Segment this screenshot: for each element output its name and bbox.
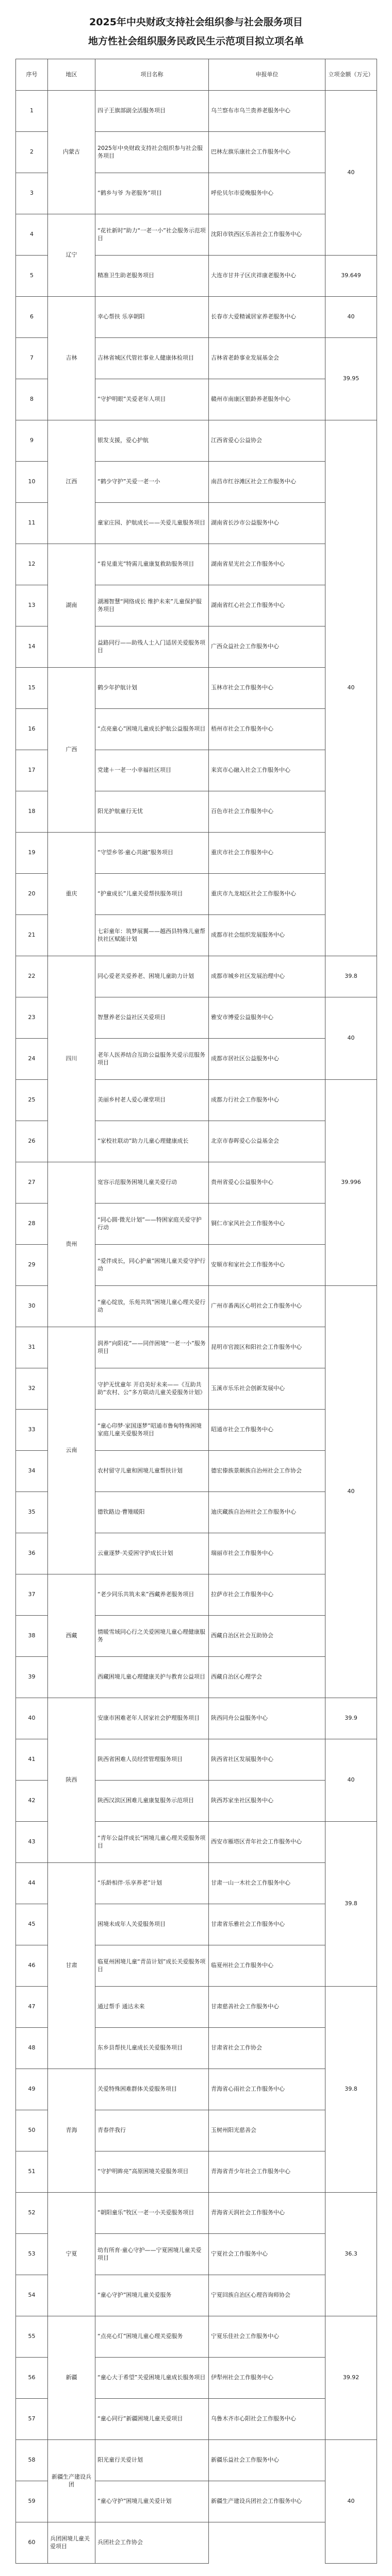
table-row (16, 1574, 377, 1616)
region-cell: 江西 (48, 420, 95, 544)
project-name-cell: “童心同行”新疆困境儿童关爱项目 (95, 2399, 209, 2440)
document-header (15, 14, 377, 49)
project-name-cell: 关爱特殊困难群体关爱服务项目 (95, 2069, 209, 2110)
project-name-cell: 困境未成年人关爱服务项目 (95, 1904, 209, 1945)
region-cell: 广西 (48, 668, 95, 833)
applicant-unit-cell: 宁夏乐佳社会工作服务中心 (209, 2316, 325, 2358)
table-row (16, 2069, 377, 2110)
table-row (16, 544, 377, 585)
region-cell: 贵州 (48, 1162, 95, 1327)
project-name-cell: “老少同乐共筑未来”西藏养老服务项目 (95, 1574, 209, 1616)
applicant-unit-cell: 重庆市社会工作服务中心 (209, 833, 325, 874)
row-number: 56 (16, 2358, 48, 2399)
project-name-cell: “乐龄相伴·乐享养老”计划 (95, 1863, 209, 1904)
project-name-cell: 农村留守儿童和困境儿童帮扶计划 (95, 1451, 209, 1492)
project-name-cell: 兵团困境儿童关爱项目 (48, 2522, 95, 2564)
header-amount: 立项金额（万元） (325, 59, 377, 91)
row-number: 43 (16, 1822, 48, 1863)
project-name-cell: 陕西汉滨区困难儿童康复服务示范项目 (95, 1781, 209, 1822)
row-number: 23 (16, 997, 48, 1039)
project-name-cell: “守护明眼”关爱老年人项目 (95, 379, 209, 420)
region-cell: 陕西 (48, 1698, 95, 1863)
row-number: 14 (16, 626, 48, 668)
table-row (16, 1327, 377, 1368)
applicant-unit-cell: 赣州市南康区银龄养老服务中心 (209, 379, 325, 420)
project-name-cell: 吉林省城区代管社事业人健康体检项目 (95, 338, 209, 379)
applicant-unit-cell: 贵州省爱心公益服务中心 (209, 1162, 325, 1204)
applicant-unit-cell: 成都市社会组织发展服务中心 (209, 915, 325, 956)
project-name-cell: “护童成长”儿童关爱帮扶服务项目 (95, 874, 209, 915)
row-number: 20 (16, 874, 48, 915)
amount-cell: 40 (325, 2440, 377, 2564)
row-number: 9 (16, 420, 48, 462)
row-number: 6 (16, 297, 48, 338)
row-number: 18 (16, 791, 48, 833)
row-number: 3 (16, 173, 48, 214)
document-title: 2025年中央财政支持社会组织参与社会服务项目 (89, 16, 303, 28)
table-row (16, 214, 377, 256)
project-name-cell: 幸心帮扶 乐享朝阳 (95, 297, 209, 338)
amount-cell: 40 (325, 420, 377, 956)
applicant-unit-cell: 玉林市社会工作服务中心 (209, 668, 325, 709)
applicant-unit-cell: 陕西省社区发展服务中心 (209, 1739, 325, 1781)
row-number: 30 (16, 1286, 48, 1327)
applicant-unit-cell: 吉林省老龄事业发展基金会 (209, 338, 325, 379)
row-number: 22 (16, 956, 48, 997)
project-name-cell: 童家庄园、护航成长——关爱儿童服务项目 (95, 503, 209, 544)
applicant-unit-cell: 宁夏社会工作服务中心 (209, 2234, 325, 2275)
project-name-cell: 东乡县帮扶儿童成长关爱服务项目 (95, 2028, 209, 2069)
row-number: 8 (16, 379, 48, 420)
applicant-unit-cell: 成都力行社会工作服务中心 (209, 1080, 325, 1121)
table-row (16, 420, 377, 462)
row-number: 48 (16, 2028, 48, 2069)
row-number: 51 (16, 2151, 48, 2193)
region-cell: 甘肃 (48, 1863, 95, 2069)
project-name-cell: 美丽乡村老人爱心课堂项目 (95, 1080, 209, 1121)
region-cell: 吉林 (48, 297, 95, 420)
project-name-cell: 守护无忧童年 开启美好未来——《互助共助“农村、公”多方联动儿童关爱服务计划》 (95, 1368, 209, 1410)
applicant-unit-cell: 西安市雁塔区青年社会工作服务中心 (209, 1822, 325, 1863)
row-number: 28 (16, 1204, 48, 1245)
region-cell: 四川 (48, 956, 95, 1162)
applicant-unit-cell: 长春市大爱精诚居家养老服务中心 (209, 297, 325, 338)
applicant-unit-cell: 迪庆藏族自治州社会工作服务中心 (209, 1492, 325, 1533)
amount-cell: 40 (325, 91, 377, 256)
row-number: 41 (16, 1739, 48, 1781)
project-name-cell: 智慧养老公益社区关爱项目 (95, 997, 209, 1039)
project-name-cell: “鹤乡与爷 为老服务”项目 (95, 173, 209, 214)
row-number: 15 (16, 668, 48, 709)
table-row (16, 668, 377, 709)
row-number: 46 (16, 1945, 48, 1987)
applicant-unit-cell: 昭通市社会工作服务中心 (209, 1410, 325, 1451)
row-number: 45 (16, 1904, 48, 1945)
row-number: 32 (16, 1368, 48, 1410)
applicant-unit-cell: 重庆市九龙坡区社会工作服务中心 (209, 874, 325, 915)
region-cell: 西藏 (48, 1574, 95, 1698)
project-name-cell: 宽容示范服务困境儿童关爱行动 (95, 1162, 209, 1204)
applicant-unit-cell: 青海省心雨社会工作服务中心 (209, 2069, 325, 2110)
table-header-row (16, 59, 377, 91)
header-unit: 申报单位 (209, 59, 325, 91)
project-name-cell: “童心绽放，乐苑共筑”困境儿童心理关爱行动 (95, 1286, 209, 1327)
project-name-cell: 鹤少年护航计划 (95, 668, 209, 709)
document-subtitle: 地方性社会组织服务民政民生示范项目拟立项名单 (88, 36, 304, 47)
applicant-unit-cell: 北京市春晖爱心公益基金会 (209, 1121, 325, 1162)
row-number: 59 (16, 2481, 48, 2522)
row-number: 52 (16, 2193, 48, 2234)
table-row (16, 1863, 377, 1904)
region-cell: 重庆 (48, 833, 95, 956)
table-row (16, 2522, 377, 2564)
row-number: 13 (16, 585, 48, 626)
applicant-unit-cell: 临夏州社会工作服务中心 (209, 1945, 325, 1987)
project-name-cell: 湖湘智慧“网络成长 维护未来”儿童保护服务项目 (95, 585, 209, 626)
applicant-unit-cell: 广州市番禺区心明社会工作服务中心 (209, 1286, 325, 1327)
row-number: 4 (16, 214, 48, 256)
project-name-cell: 青春伴我行 (95, 2110, 209, 2151)
project-name-cell: 精准卫生助老服务项目 (95, 256, 209, 297)
table-row (16, 2316, 377, 2358)
applicant-unit-cell: 青海省青少年社会工作服务中心 (209, 2151, 325, 2193)
applicant-unit-cell: 瑞丽市社会工作服务中心 (209, 1533, 325, 1574)
table-row (16, 2440, 377, 2481)
region-cell: 宁夏 (48, 2193, 95, 2316)
row-number: 5 (16, 256, 48, 297)
applicant-unit-cell: 成都市城乡社区发展治理中心 (209, 956, 325, 997)
applicant-unit-cell: 湖南省星光社会工作服务中心 (209, 544, 325, 585)
region-cell: 新疆 (48, 2316, 95, 2440)
row-number: 2 (16, 132, 48, 173)
row-number: 38 (16, 1616, 48, 1657)
header-no: 序号 (16, 59, 48, 91)
row-number: 58 (16, 2440, 48, 2481)
project-name-cell: “同心圆·微光计划”——特困家庭关爱守护行动 (95, 1204, 209, 1245)
applicant-unit-cell: 西藏自治区社会互助协会 (209, 1616, 325, 1657)
applicant-unit-cell: 来宾市心融入社会工作服务中心 (209, 750, 325, 791)
row-number: 1 (16, 91, 48, 132)
applicant-unit-cell: 巴林左旗乐康社会工作服务中心 (209, 132, 325, 173)
amount-cell: 39.95 (325, 338, 377, 420)
row-number: 33 (16, 1410, 48, 1451)
applicant-unit-cell: 湖南省长沙市公益服务中心 (209, 503, 325, 544)
row-number: 36 (16, 1533, 48, 1574)
row-number: 53 (16, 2234, 48, 2275)
amount-cell: 39.9 (325, 1698, 377, 1739)
row-number: 40 (16, 1698, 48, 1739)
row-number: 35 (16, 1492, 48, 1533)
project-name-cell: “点亮心灯”困境儿童心理关爱服务 (95, 2316, 209, 2358)
amount-cell: 39.649 (325, 256, 377, 297)
project-name-cell: 银发支援，爱心护航 (95, 420, 209, 462)
table-row (16, 2193, 377, 2234)
applicant-unit-cell: 甘肃一山一木社会工作服务中心 (209, 1863, 325, 1904)
header-project: 项目名称 (95, 59, 209, 91)
project-name-cell: 2025年中央财政支持社会组织参与社会服务项目 (95, 132, 209, 173)
applicant-unit-cell: 陕西苏家坐社区服务中心 (209, 1781, 325, 1822)
applicant-unit-cell: 青海省天润社会工作服务中心 (209, 2193, 325, 2234)
row-number: 34 (16, 1451, 48, 1492)
applicant-unit-cell: 陕西同舟公益服务中心 (209, 1698, 325, 1739)
project-name-cell: 阳光护航童行无忧 (95, 791, 209, 833)
project-name-cell: 通过帮手 通达未来 (95, 1987, 209, 2028)
project-name-cell: 安康市困难老年人居家社会护理服务项目 (95, 1698, 209, 1739)
project-name-cell: “守望乡邻·童心共融”服务项目 (95, 833, 209, 874)
project-name-cell: 四子王旗部副全活服务项目 (95, 91, 209, 132)
row-number: 31 (16, 1327, 48, 1368)
amount-cell: 39.8 (325, 1987, 377, 2193)
project-name-cell: 临夏州困境儿童“青苗计划”成长关爱服务项目 (95, 1945, 209, 1987)
applicant-unit-cell: 玉树州阳光慈善会 (209, 2110, 325, 2151)
applicant-unit-cell: 乌鲁木齐市心阳社会工作服务中心 (209, 2399, 325, 2440)
applicant-unit-cell: 湖南省红心社会工作服务中心 (209, 585, 325, 626)
row-number: 17 (16, 750, 48, 791)
region-cell: 青海 (48, 2069, 95, 2193)
project-name-cell: 七彩童年：筑梦展翼——越西县特殊儿童帮扶社区赋能计划 (95, 915, 209, 956)
applicant-unit-cell: 铜仁市家风社会工作服务中心 (209, 1204, 325, 1245)
table-body (16, 91, 377, 2564)
row-number: 7 (16, 338, 48, 379)
applicant-unit-cell: 德宏傣族景颇族自治州社会工作协会 (209, 1451, 325, 1492)
project-name-cell: 陕西省困难人员经营管理服务项目 (95, 1739, 209, 1781)
row-number: 26 (16, 1121, 48, 1162)
applicant-unit-cell: 呼伦贝尔市爱晚服务中心 (209, 173, 325, 214)
region-cell: 内蒙古 (48, 91, 95, 214)
applicant-unit-cell: 西藏自治区心理学会 (209, 1657, 325, 1698)
table-row (16, 956, 377, 997)
row-number: 44 (16, 1863, 48, 1904)
applicant-unit-cell: 南昌市红谷滩区社会工作服务中心 (209, 462, 325, 503)
project-name-cell: “看见重光”特需儿童康复救助服务项目 (95, 544, 209, 585)
region-cell: 辽宁 (48, 214, 95, 297)
row-number: 42 (16, 1781, 48, 1822)
row-number: 19 (16, 833, 48, 874)
applicant-unit-cell: 梧州市社会工作服务中心 (209, 709, 325, 750)
project-name-cell: “鹤少守护”关爱一老一小 (95, 462, 209, 503)
project-name-cell: “花社新时”助力“一老一小”社会服务示范项目 (95, 214, 209, 256)
row-number: 21 (16, 915, 48, 956)
applicant-unit-cell: 大连市甘井子区庆祥康老服务中心 (209, 256, 325, 297)
row-number: 54 (16, 2275, 48, 2316)
applicant-unit-cell: 伊犁州社会工作服务中心 (209, 2358, 325, 2399)
applicant-unit-cell: 新疆生产建设兵团社会工作服务中心 (209, 2481, 325, 2522)
project-name-cell: 幼有所育·童心守护——宁夏困境儿童关爱项目 (95, 2234, 209, 2275)
applicant-unit-cell: 广西众益社会工作服务中心 (209, 626, 325, 668)
project-name-cell: 老年人医养结合互助公益服务关爱示范服务项目 (95, 1039, 209, 1080)
project-name-cell: “童心大于希望”关爱困境儿童成长服务项目 (95, 2358, 209, 2399)
applicant-unit-cell: 甘肃慈善社会工作服务中心 (209, 1987, 325, 2028)
applicant-unit-cell: 雅安市博爱公益服务中心 (209, 997, 325, 1039)
row-number: 60 (16, 2522, 48, 2564)
amount-cell: 39.996 (325, 1080, 377, 1286)
header-region: 地区 (48, 59, 95, 91)
row-number: 55 (16, 2316, 48, 2358)
table-row (16, 1162, 377, 1204)
amount-cell: 39.8 (325, 956, 377, 997)
applicant-unit-cell: 乌兰察布市乌兰贵养老服务中心 (209, 91, 325, 132)
project-name-cell: “守护明眸亮”高原困境关爱服务项目 (95, 2151, 209, 2193)
amount-cell: 40 (325, 1286, 377, 1698)
project-name-cell: 情暖雪域同心行之关爱困境儿童心理健康服务 (95, 1616, 209, 1657)
applicant-unit-cell: 成都市居社区公益服务中心 (209, 1039, 325, 1080)
project-name-cell: 西藏困境儿童心理健康关护与教育公益项目 (95, 1657, 209, 1698)
project-name-cell: “爱伴成长，同心护童”困境儿童关爱守护行动 (95, 1245, 209, 1286)
project-name-cell: 润养“向阳花”——同伴困境“一老一小”服务项目 (95, 1327, 209, 1368)
project-name-cell: “朝阳童乐”牧区一老一小关爱服务项目 (95, 2193, 209, 2234)
row-number: 16 (16, 709, 48, 750)
applicant-unit-cell: 新疆乐益社会工作服务中心 (209, 2440, 325, 2481)
row-number: 25 (16, 1080, 48, 1121)
row-number: 50 (16, 2110, 48, 2151)
applicant-unit-cell: 拉萨市社会工作服务中心 (209, 1574, 325, 1616)
project-name-cell: 同心爱老关爱养老、困境儿童助力计划 (95, 956, 209, 997)
project-name-cell: 党建＋一老一小幸福社区项目 (95, 750, 209, 791)
table-row (16, 833, 377, 874)
project-name-cell: 德钦路边·曹雉暖阳 (95, 1492, 209, 1533)
amount-cell: 40 (325, 997, 377, 1080)
row-number: 47 (16, 1987, 48, 2028)
applicant-unit-cell: 沈阳市铁西区乐善社会工作服务中心 (209, 214, 325, 256)
applicant-unit-cell: 兵团社会工作协会 (95, 2522, 209, 2564)
applicant-unit-cell: 宁夏回族自治区心理咨询师协会 (209, 2275, 325, 2316)
row-number: 11 (16, 503, 48, 544)
amount-cell: 39.92 (325, 2316, 377, 2440)
row-number: 27 (16, 1162, 48, 1204)
applicant-unit-cell: 江西省爱心公益协会 (209, 420, 325, 462)
applicant-unit-cell: 安顺市和家社会工作服务中心 (209, 1245, 325, 1286)
project-name-cell: 阳光童行关爱计划 (95, 2440, 209, 2481)
applicant-unit-cell: 玉溪市乐乐社会创新发展中心 (209, 1368, 325, 1410)
project-name-cell: “家校社联动”助力儿童心理健康成长 (95, 1121, 209, 1162)
row-number: 39 (16, 1657, 48, 1698)
table-row (16, 1698, 377, 1739)
applicant-unit-cell: 甘肃省乐雅社会工作服务中心 (209, 1904, 325, 1945)
amount-cell: 40 (325, 297, 377, 338)
amount-cell: 39.8 (325, 1822, 377, 1987)
applicant-unit-cell: 百色市社会工作服务中心 (209, 791, 325, 833)
row-number: 12 (16, 544, 48, 585)
amount-cell: 36.3 (325, 2193, 377, 2316)
table-row (16, 297, 377, 338)
amount-cell: 40 (325, 1739, 377, 1822)
project-name-cell: 益路同行——助残人士入门适居关爱服务项目 (95, 626, 209, 668)
region-cell: 湖南 (48, 544, 95, 668)
row-number: 10 (16, 462, 48, 503)
row-number: 29 (16, 1245, 48, 1286)
row-number: 49 (16, 2069, 48, 2110)
project-table (15, 59, 377, 2564)
table-row (16, 91, 377, 132)
project-name-cell: 云童逐梦·关爱困守护成长计划 (95, 1533, 209, 1574)
applicant-unit-cell: 甘肃省社会工作协会 (209, 2028, 325, 2069)
project-name-cell: “点亮童心”困境儿童成长护航公益服务项目 (95, 709, 209, 750)
project-name-cell: “童心印梦·家国逐梦”昭通市鲁甸特殊困境家庭儿童关爱服务项目 (95, 1410, 209, 1451)
project-name-cell: “青年公益伴成长”困境儿童心理关爱服务项目 (95, 1822, 209, 1863)
region-cell: 新疆生产建设兵团 (48, 2440, 95, 2522)
row-number: 57 (16, 2399, 48, 2440)
region-cell: 云南 (48, 1327, 95, 1574)
row-number: 37 (16, 1574, 48, 1616)
project-name-cell: “童心守护”困境儿童关爱计划 (95, 2481, 209, 2522)
row-number: 24 (16, 1039, 48, 1080)
applicant-unit-cell: 昆明市官渡区和阳社会工作服务中心 (209, 1327, 325, 1368)
project-name-cell: “童心守护”困境儿童关爱服务 (95, 2275, 209, 2316)
